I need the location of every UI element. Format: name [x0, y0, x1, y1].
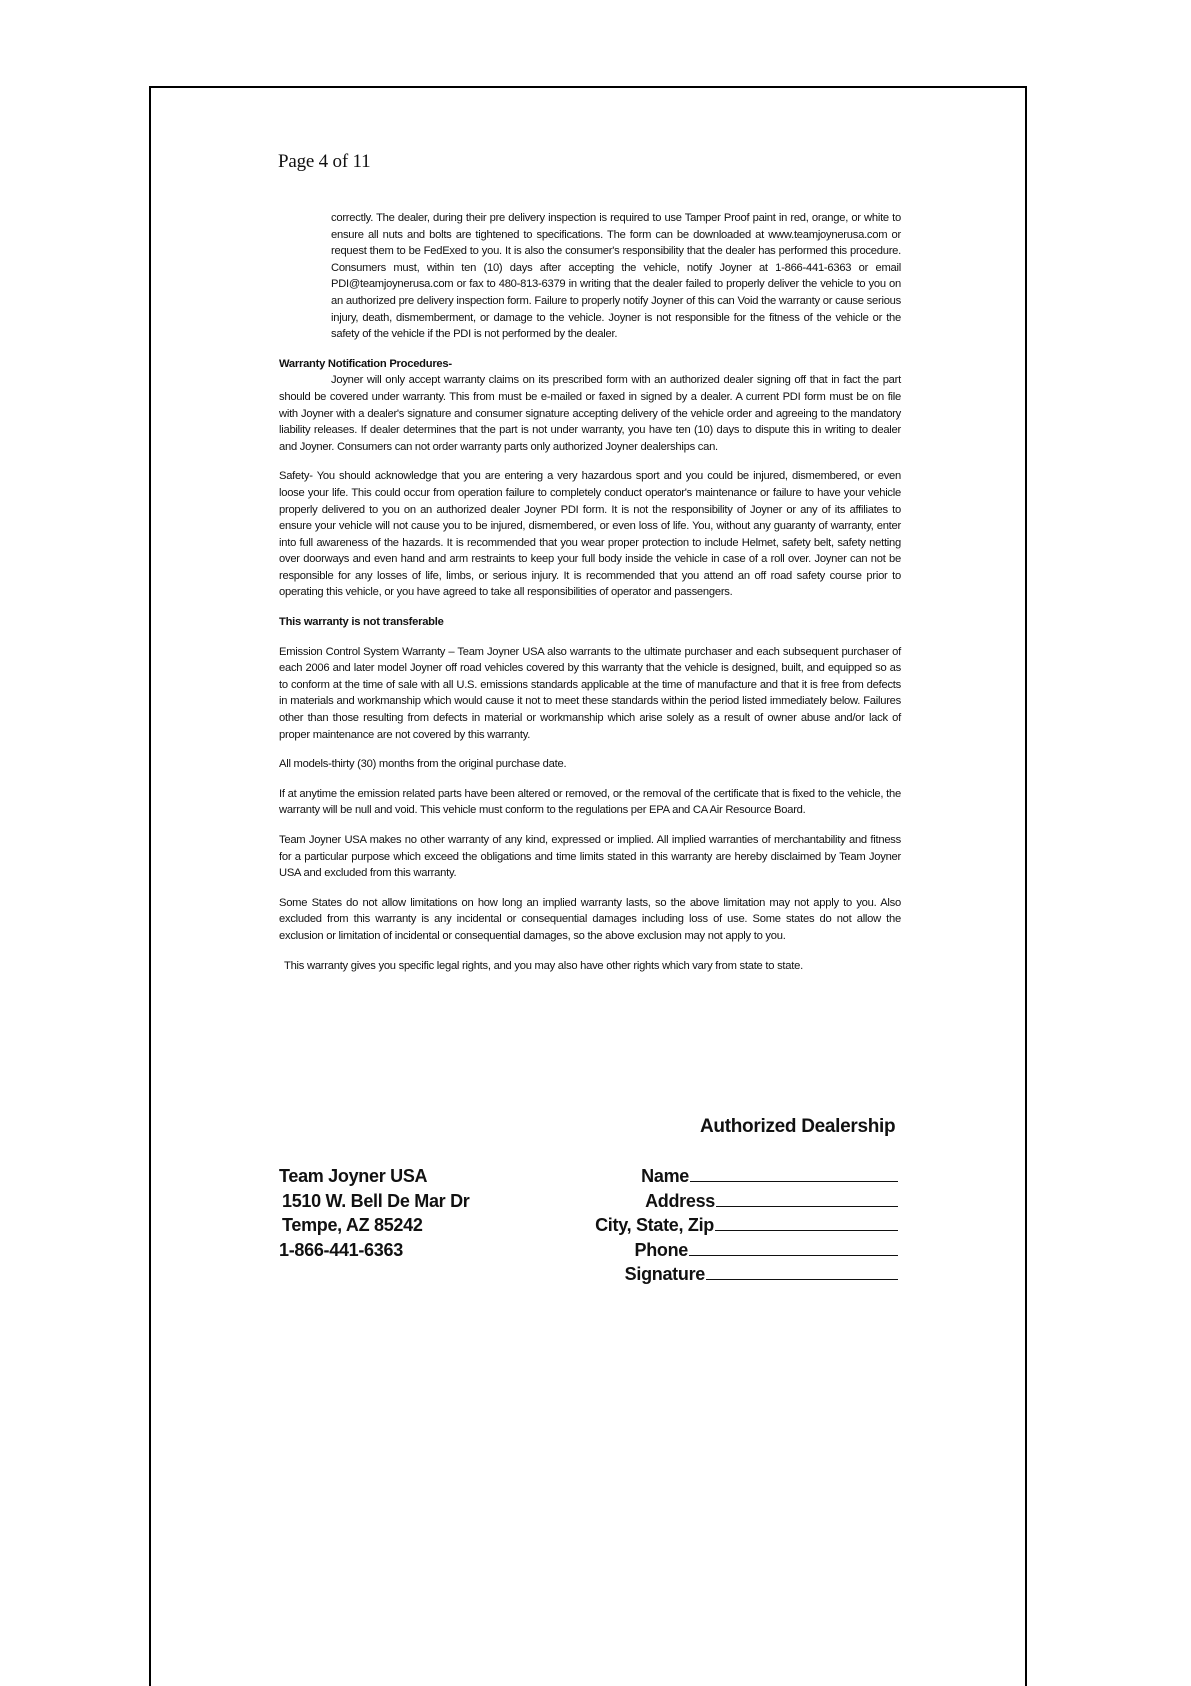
phone-field: [595, 1238, 898, 1263]
altered-parts-paragraph: If at anytime the emission related parts have been altered or removed, or the removal of the certificate that is fixed to the vehicle, the warranty will be null and void. This vehicle must conform to the regulations per EPA and CA Air Resource Board.: [279, 787, 901, 817]
name-label: Name: [641, 1166, 689, 1186]
company-city: Tempe, AZ 85242: [282, 1215, 423, 1235]
warranty-notification-body: Joyner will only accept warranty claims on its prescribed form with an authorized dealer signing off that in fact the part should be covered under warranty. This from must be e-mailed or faxed in signed by a dealer. A current PDI form must be on file with Joyner with a dealer's signature and consumer signature accepting delivery of the vehicle order and agreeing to the mandatory liability releases. If dealer determines that the part is not under warranty, you have ten (10) days to dispute this in writing to dealer and Joyner. Consumers can not order warranty parts only authorized Joyner dealerships can.: [279, 374, 901, 453]
company-name: Team Joyner USA: [279, 1166, 428, 1186]
city-state-zip-label: City, State, Zip: [595, 1215, 714, 1235]
not-transferable-paragraph: This warranty is not transferable: [279, 616, 444, 629]
address-blank-line[interactable]: [716, 1190, 898, 1207]
emission-warranty-paragraph: Emission Control System Warranty – Team Joyner USA also warrants to the ultimate purchaser and each subsequent purchaser of each 2006 and later model Joyner off road vehicles covered by this warranty that the vehicle is designed, built, and equipped so as to conform at the time of sale with all U.S. emissions standards applicable at the time of manufacture and that it is free from defects in materials and workmanship which would cause it not to meet these standards within the period listed immediately below. Failures other than those resulting from defects in material or workmanship which arise solely as a result of owner abuse and/or lack of proper maintenance are not covered by this warranty.: [279, 645, 901, 741]
address-label: Address: [645, 1190, 715, 1211]
name-field: [595, 1164, 898, 1189]
all-models-paragraph: All models-thirty (30) months from the original purchase date.: [279, 758, 567, 771]
phone-label: Phone: [634, 1239, 688, 1260]
warranty-notification-heading: Warranty Notification Procedures-: [279, 357, 452, 370]
no-other-warranty-paragraph: Team Joyner USA makes no other warranty of any kind, expressed or implied. All implied warranties of merchantability and fitness for a particular purpose which exceed the obligations and time limits stated in this warranty are hereby disclaimed by Team Joyner USA and excluded from this warranty.: [279, 834, 901, 880]
company-phone: 1-866-441-6363: [279, 1239, 403, 1260]
dealership-form: [595, 1164, 898, 1287]
signature-label: Signature: [624, 1264, 705, 1284]
signature-field: [595, 1262, 898, 1287]
city-state-zip-blank-line[interactable]: [715, 1214, 898, 1231]
company-street: 1510 W. Bell De Mar Dr: [282, 1190, 470, 1211]
warranty-notification-section: [279, 356, 901, 456]
document-body: [279, 210, 901, 987]
city-state-zip-field: [595, 1213, 898, 1238]
legal-rights-paragraph: This warranty gives you specific legal rights, and you may also have other rights which vary from state to state.: [284, 959, 803, 972]
name-blank-line[interactable]: [690, 1165, 898, 1182]
safety-paragraph: Safety- You should acknowledge that you are entering a very hazardous sport and you could be injured, dismembered, or even loose your life. This could occur from operation failure to completely conduct operator's maintenance or failure to have your vehicle properly delivered to you on an authorized dealer Joyner PDI form. It is not the responsibility of Joyner or any of its affiliates to ensure your vehicle will not cause you to be injured, dismembered, or even loss of life. You, without any guaranty of warranty, enter into full awareness of the hazards. It is recommended that you wear proper protection to include Helmet, safety belt, safety netting over doorways and even hand and arm restraints to keep your full body inside the vehicle in case of a roll over. Joyner can not be responsible for any losses of life, limbs, or serious injury. It is recommended that you attend an off road safety course prior to operating this vehicle, or you have agreed to take all responsibilities of operator and passengers.: [279, 470, 901, 599]
address-field: [595, 1189, 898, 1214]
authorized-dealership-heading: Authorized Dealership: [700, 1116, 896, 1137]
pdi-continued-paragraph: correctly. The dealer, during their pre delivery inspection is required to use Tamper Proof paint in red, orange, or white to ensure all nuts and bolts are tightened to specifications. The form can be downloaded at www.teamjoynerusa.com or request them to be FedExed to you. It is also the consumer's responsibility that the dealer has performed this procedure. Consumers must, within ten (10) days after accepting the vehicle, notify Joyner at 1-866-441-6363 or email PDI@teamjoynerusa.com or fax to 480-813-6379 in writing that the dealer failed to properly deliver the vehicle to you on an authorized pre delivery inspection form. Failure to properly notify Joyner of this can Void the warranty or cause serious injury, death, dismemberment, or damage to the vehicle. Joyner is not responsible for the fitness of the vehicle or the safety of the vehicle if the PDI is not performed by the dealer.: [331, 212, 901, 341]
state-limitations-paragraph: Some States do not allow limitations on how long an implied warranty lasts, so the above limitation may not apply to you. Also excluded from this warranty is any incidental or consequential damages including loss of use. Some states do not allow the exclusion or limitation of incidental or consequential damages, so the above exclusion may not apply to you.: [279, 896, 901, 942]
signature-blank-line[interactable]: [706, 1263, 898, 1280]
page-number: Page 4 of 11: [278, 151, 371, 172]
company-address-block: [279, 1164, 469, 1262]
phone-blank-line[interactable]: [689, 1239, 898, 1256]
